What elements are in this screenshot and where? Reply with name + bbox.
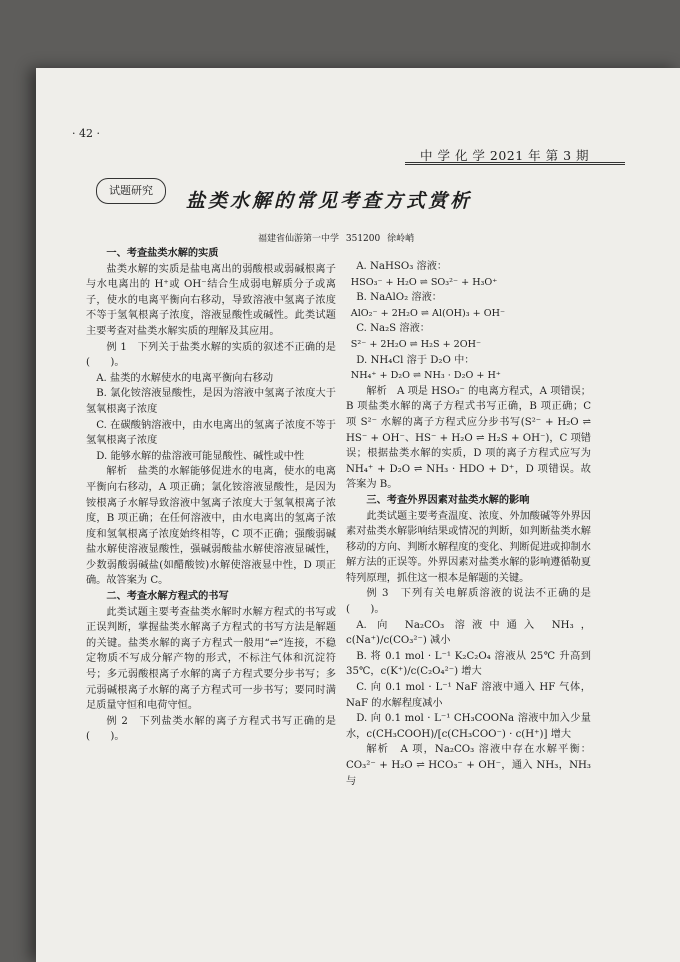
paragraph: 此类试题主要考查盐类水解时水解方程式的书写或正误判断，掌握盐类水解离子方程式的书写方法是解题的关键。盐类水解的离子方程式一般用“⇌”连接，不稳定物质不写成分解产物的形式，不标注气体和沉淀符号；多元弱酸根离子水解的离子方程式要分步书写；多元弱碱根离子水解的离子方程式可一步书写；要同时满足质量守恒和电荷守恒。 [86, 606, 336, 712]
choice-option: D. NH₄Cl 溶于 D₂O 中： [356, 354, 475, 366]
choice-option: C. 向 0.1 mol · L⁻¹ NaF 溶液中通入 HF 气体，NaF 的水解程度减小 [346, 682, 591, 709]
header-rule [405, 164, 625, 165]
section-heading: 三、考查外界因素对盐类水解的影响 [366, 493, 530, 506]
paragraph: 盐类水解的实质是盐电离出的弱酸根或弱碱根离子与水电离出的 H⁺或 OH⁻结合生成弱电解质分子或离子，使水的电离平衡向右移动，导致溶液中氢离子浓度不等于氢氧根离子浓度，溶液显酸性或碱性。此类试题主要考查对盐类水解实质的理解及其应用。 [86, 263, 336, 337]
choice-option: A. 盐类的水解使水的电离平衡向右移动 [96, 372, 274, 384]
article-title: 盐类水解的常见考查方式赏析 [186, 190, 473, 212]
choice-option: D. 向 0.1 mol · L⁻¹ CH₃COONa 溶液中加入少量水，c(CH₃COOH)/[c(CH₃COO⁻) · c(H⁺)] 增大 [346, 713, 591, 740]
choice-option: A. NaHSO₃ 溶液： [356, 261, 448, 272]
choice-option: B. 将 0.1 mol · L⁻¹ K₂C₂O₄ 溶液从 25℃ 升高到 35℃，c(K⁺)/c(C₂O₄²⁻) 增大 [346, 650, 591, 678]
header-rule [405, 162, 625, 163]
choice-option: D. 能够水解的盐溶液可能显酸性、碱性或中性 [96, 450, 305, 462]
equation: NH₄⁺ + D₂O ⇌ NH₃ · D₂O + H⁺ [350, 370, 501, 382]
paragraph: 解析 盐类的水解能够促进水的电离，使水的电离平衡向右移动，A 项正确；氯化铵溶液显酸性，是因为铵根离子水解导致溶液中氢离子浓度大于氢氧根离子浓度，B 项正确；在任何溶液中，由水电离出的氢离子浓度和氢氧根离子浓度始终相等，C 项不正确；强酸弱碱盐水解使溶液显酸性，强碱弱酸盐水解使溶液显碱性，少数弱酸弱碱盐(如醋酸铵)水解使溶液显中性，D 项正确。故答案为 C。 [86, 466, 336, 587]
paragraph: 解析 A 项，Na₂CO₃ 溶液中存在水解平衡：CO₃²⁻ + H₂O ⇌ HCO₃⁻ + OH⁻，通入 NH₃，NH₃ 与 [346, 744, 591, 787]
equation: S²⁻ + 2H₂O ⇌ H₂S + 2OH⁻ [350, 338, 482, 350]
paragraph: 例 1 下列关于盐类水解的实质的叙述不正确的是( )。 [86, 341, 336, 369]
choice-option: C. 在碳酸钠溶液中，由水电离出的氢离子浓度不等于氢氧根离子浓度 [86, 419, 336, 447]
choice-option: A. 向 Na₂CO₃ 溶液中通入 NH₃，c(Na⁺)/c(CO₃²⁻) 减小 [346, 619, 591, 647]
journal-header: 中 学 化 学 2021 年 第 3 期 [420, 148, 590, 163]
section-heading: 一、考查盐类水解的实质 [106, 247, 219, 259]
choice-option: B. 氯化铵溶液显酸性，是因为溶液中氢离子浓度大于氢氧根离子浓度 [86, 388, 336, 415]
paragraph: 此类试题主要考查温度、浓度、外加酸碱等外界因素对盐类水解影响结果或情况的判断，如判断盐类水解移动的方向、判断水解程度的变化、判断促进或抑制水解方法的正误等。外界因素对盐类水解的影响遵循勒夏特列原理，抓住这一根本是解题的关键。 [346, 510, 591, 584]
choice-option: C. Na₂S 溶液： [356, 323, 430, 335]
equation: HSO₃⁻ + H₂O ⇌ SO₃²⁻ + H₃O⁺ [350, 276, 498, 288]
left-column [86, 246, 336, 745]
paragraph: 解析 A 项是 HSO₃⁻ 的电离方程式，A 项错误；B 项盐类水解的离子方程式书写正确，B 项正确；C 项 S²⁻ 水解的离子方程式应分步书写(S²⁻ + H₂O ⇌ HS⁻ + OH⁻、HS⁻ + H₂O ⇌ H₂S + OH⁻)，C 项错误；根据盐类水解的实质，D 项的离子方程式应写为 NH₄⁺ + D₂O ⇌ NH₃ · HDO + D⁺，D 项错误。故答案为 B。 [346, 385, 591, 491]
section-heading: 二、考查水解方程式的书写 [106, 590, 229, 603]
choice-option: B. NaAlO₂ 溶液： [356, 292, 442, 304]
section-tag: 试题研究 [96, 178, 166, 204]
page-number: · 42 · [72, 127, 100, 140]
author-line: 福建省仙游第一中学 351200 徐岭峭 [258, 234, 415, 244]
paragraph: 例 3 下列有关电解质溶液的说法不正确的是( )。 [346, 588, 591, 616]
paragraph: 例 2 下列盐类水解的离子方程式书写正确的是( )。 [86, 715, 336, 743]
right-column [346, 259, 591, 789]
equation: AlO₂⁻ + 2H₂O ⇌ Al(OH)₃ + OH⁻ [350, 307, 506, 319]
